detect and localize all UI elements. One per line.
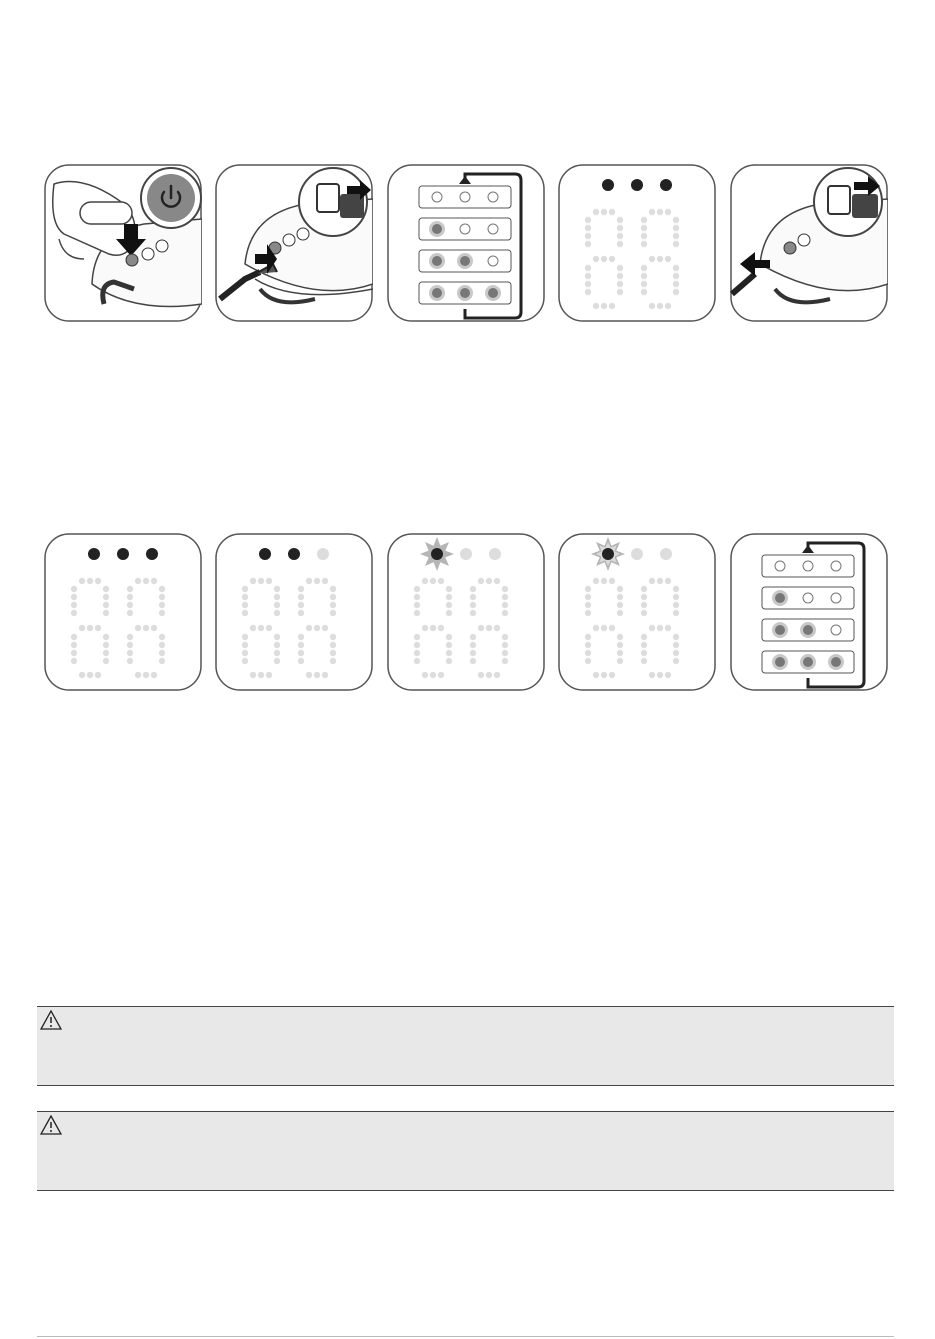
segment-dot — [585, 273, 591, 279]
segment-dot — [422, 625, 428, 631]
segment-dot — [665, 578, 671, 584]
segment-dot — [159, 594, 165, 600]
segment-dot — [673, 217, 679, 223]
segment-dot — [298, 634, 304, 640]
segment-dot — [159, 642, 165, 648]
segment-dot — [617, 642, 623, 648]
segment-dot — [657, 625, 663, 631]
segment-dot — [71, 602, 77, 608]
segment-dot — [298, 610, 304, 616]
segment-dot — [502, 642, 508, 648]
segment-dot — [593, 625, 599, 631]
segment-dot — [617, 658, 623, 664]
segment-dot — [641, 281, 647, 287]
segment-dot — [87, 578, 93, 584]
segment-dot — [617, 586, 623, 592]
segment-dot — [298, 650, 304, 656]
segment-dot — [242, 650, 248, 656]
segment-dot — [673, 602, 679, 608]
warning-icon — [40, 1010, 62, 1030]
segment-dot — [593, 672, 599, 678]
segment-dot — [673, 650, 679, 656]
segment-dot — [71, 586, 77, 592]
segment-dot — [242, 634, 248, 640]
segment-dot — [470, 650, 476, 656]
segment-dot — [103, 642, 109, 648]
segment-dot — [274, 586, 280, 592]
segment-dot — [242, 658, 248, 664]
segment-dot — [601, 209, 607, 215]
segment-dot — [502, 634, 508, 640]
segment-dot — [649, 578, 655, 584]
segment-dot — [649, 209, 655, 215]
segment-dot — [641, 610, 647, 616]
segment-dot — [330, 610, 336, 616]
segment-dot — [274, 594, 280, 600]
segment-dot — [298, 642, 304, 648]
segment-dot — [601, 625, 607, 631]
segment-dot — [306, 625, 312, 631]
segment-dot — [641, 217, 647, 223]
segment-dot — [649, 256, 655, 262]
segment-dot — [438, 625, 444, 631]
figure-battery-one-dot-flash — [387, 533, 545, 691]
segment-dot — [665, 303, 671, 309]
page-bottom-rule — [37, 1336, 894, 1337]
warning-box-1 — [37, 1006, 894, 1086]
segment-dot — [617, 217, 623, 223]
segment-dot — [641, 289, 647, 295]
segment-dot — [641, 650, 647, 656]
segment-dot — [585, 642, 591, 648]
segment-dot — [470, 658, 476, 664]
segment-dot — [657, 209, 663, 215]
battery-dot — [602, 179, 614, 191]
segment-dot — [657, 672, 663, 678]
segment-dot — [673, 281, 679, 287]
segment-dot — [609, 256, 615, 262]
segment-dot — [657, 303, 663, 309]
segment-dot — [593, 303, 599, 309]
segment-dot — [585, 602, 591, 608]
segment-dot — [250, 578, 256, 584]
segment-dot — [414, 658, 420, 664]
segment-dot — [274, 610, 280, 616]
segment-dot — [494, 625, 500, 631]
segment-dot — [79, 625, 85, 631]
segment-dot — [298, 658, 304, 664]
figure-plug-cable — [215, 164, 373, 322]
segment-dot — [414, 594, 420, 600]
segment-dot — [665, 672, 671, 678]
segment-dot — [446, 586, 452, 592]
segment-dot — [601, 578, 607, 584]
segment-dot — [127, 634, 133, 640]
battery-dot — [431, 548, 443, 560]
segment-dot — [641, 594, 647, 600]
segment-dot — [298, 594, 304, 600]
segment-dot — [414, 610, 420, 616]
battery-dot — [660, 548, 672, 560]
warning-box-2 — [37, 1111, 894, 1191]
segment-dot — [601, 256, 607, 262]
segment-dot — [87, 625, 93, 631]
segment-dot — [322, 578, 328, 584]
segment-dot — [617, 233, 623, 239]
segment-dot — [135, 672, 141, 678]
battery-dot — [317, 548, 329, 560]
segment-dot — [585, 217, 591, 223]
segment-dot — [266, 578, 272, 584]
segment-dot — [103, 650, 109, 656]
battery-dot — [146, 548, 158, 560]
battery-dot — [259, 548, 271, 560]
segment-dot — [502, 658, 508, 664]
segment-dot — [79, 578, 85, 584]
segment-dot — [585, 586, 591, 592]
segment-dot — [601, 303, 607, 309]
segment-dot — [103, 602, 109, 608]
segment-dot — [330, 658, 336, 664]
segment-dot — [330, 634, 336, 640]
segment-dot — [414, 634, 420, 640]
segment-dot — [414, 586, 420, 592]
segment-dot — [486, 625, 492, 631]
battery-dot — [117, 548, 129, 560]
segment-dot — [502, 650, 508, 656]
segment-dot — [641, 233, 647, 239]
segment-dot — [609, 578, 615, 584]
segment-dot — [274, 642, 280, 648]
segment-dot — [151, 672, 157, 678]
segment-dot — [127, 586, 133, 592]
segment-dot — [151, 578, 157, 584]
segment-dot — [585, 650, 591, 656]
segment-dot — [446, 610, 452, 616]
segment-dot — [486, 672, 492, 678]
segment-dot — [127, 650, 133, 656]
segment-dot — [438, 672, 444, 678]
segment-dot — [430, 672, 436, 678]
segment-dot — [127, 602, 133, 608]
segment-dot — [478, 625, 484, 631]
segment-dot — [478, 672, 484, 678]
segment-dot — [159, 586, 165, 592]
segment-dot — [127, 658, 133, 664]
segment-dot — [665, 625, 671, 631]
segment-dot — [502, 610, 508, 616]
segment-dot — [298, 586, 304, 592]
segment-dot — [609, 672, 615, 678]
segment-dot — [258, 578, 264, 584]
segment-dot — [470, 642, 476, 648]
segment-dot — [617, 265, 623, 271]
segment-dot — [673, 225, 679, 231]
segment-dot — [266, 625, 272, 631]
warning-icon — [40, 1115, 62, 1135]
segment-dot — [103, 594, 109, 600]
segment-dot — [242, 642, 248, 648]
segment-dot — [274, 650, 280, 656]
segment-dot — [258, 625, 264, 631]
segment-dot — [274, 658, 280, 664]
battery-dot — [631, 548, 643, 560]
segment-dot — [673, 610, 679, 616]
segment-dot — [322, 625, 328, 631]
segment-dot — [135, 625, 141, 631]
segment-dot — [103, 658, 109, 664]
segment-dot — [143, 672, 149, 678]
segment-dot — [601, 672, 607, 678]
figure-battery-three-dots — [44, 533, 202, 691]
segment-dot — [641, 241, 647, 247]
segment-dot — [71, 650, 77, 656]
segment-dot — [617, 281, 623, 287]
segment-dot — [673, 642, 679, 648]
segment-dot — [617, 610, 623, 616]
segment-dot — [585, 634, 591, 640]
segment-dot — [641, 634, 647, 640]
segment-dot — [593, 256, 599, 262]
segment-dot — [71, 642, 77, 648]
segment-dot — [617, 273, 623, 279]
segment-dot — [585, 225, 591, 231]
segment-dot — [446, 642, 452, 648]
segment-dot — [657, 578, 663, 584]
segment-dot — [314, 672, 320, 678]
segment-dot — [95, 672, 101, 678]
figure-battery-two-dots — [215, 533, 373, 691]
segment-dot — [673, 241, 679, 247]
segment-dot — [143, 625, 149, 631]
segment-dot — [617, 225, 623, 231]
segment-dot — [657, 256, 663, 262]
segment-dot — [414, 602, 420, 608]
segment-dot — [585, 610, 591, 616]
segment-dot — [322, 672, 328, 678]
figure-unplug-cable — [730, 164, 888, 322]
segment-dot — [494, 578, 500, 584]
segment-dot — [470, 594, 476, 600]
segment-dot — [103, 610, 109, 616]
segment-dot — [314, 578, 320, 584]
segment-dot — [258, 672, 264, 678]
segment-dot — [486, 578, 492, 584]
segment-dot — [673, 634, 679, 640]
segment-dot — [502, 594, 508, 600]
segment-dot — [314, 625, 320, 631]
segment-dot — [649, 303, 655, 309]
segment-dot — [422, 578, 428, 584]
segment-dot — [641, 586, 647, 592]
segment-dot — [609, 209, 615, 215]
segment-dot — [79, 672, 85, 678]
segment-dot — [446, 658, 452, 664]
segment-dot — [617, 241, 623, 247]
segment-dot — [665, 209, 671, 215]
segment-dot — [438, 578, 444, 584]
segment-dot — [71, 610, 77, 616]
segment-dot — [641, 273, 647, 279]
segment-dot — [95, 578, 101, 584]
segment-dot — [71, 658, 77, 664]
segment-dot — [673, 586, 679, 592]
segment-dot — [159, 610, 165, 616]
segment-dot — [673, 273, 679, 279]
segment-dot — [151, 625, 157, 631]
segment-dot — [159, 602, 165, 608]
segment-dot — [494, 672, 500, 678]
segment-dot — [585, 265, 591, 271]
segment-dot — [250, 625, 256, 631]
segment-dot — [242, 586, 248, 592]
battery-dot — [631, 179, 643, 191]
battery-dot — [602, 548, 614, 560]
segment-dot — [649, 672, 655, 678]
segment-dot — [242, 610, 248, 616]
segment-dot — [585, 233, 591, 239]
segment-dot — [159, 650, 165, 656]
figure-full-display — [558, 164, 716, 322]
segment-dot — [71, 634, 77, 640]
segment-dot — [330, 602, 336, 608]
segment-dot — [617, 634, 623, 640]
segment-dot — [478, 578, 484, 584]
segment-dot — [414, 642, 420, 648]
segment-dot — [127, 642, 133, 648]
segment-dot — [593, 209, 599, 215]
segment-dot — [609, 625, 615, 631]
segment-dot — [502, 602, 508, 608]
segment-dot — [585, 289, 591, 295]
segment-dot — [617, 289, 623, 295]
segment-dot — [298, 602, 304, 608]
segment-dot — [430, 625, 436, 631]
segment-dot — [103, 634, 109, 640]
segment-dot — [641, 658, 647, 664]
segment-dot — [446, 634, 452, 640]
segment-dot — [242, 602, 248, 608]
segment-dot — [127, 610, 133, 616]
segment-dot — [446, 602, 452, 608]
segment-dot — [470, 634, 476, 640]
segment-dot — [306, 672, 312, 678]
segment-dot — [430, 578, 436, 584]
segment-dot — [665, 256, 671, 262]
segment-dot — [673, 233, 679, 239]
segment-dot — [502, 586, 508, 592]
segment-dot — [641, 265, 647, 271]
battery-dot — [288, 548, 300, 560]
segment-dot — [585, 658, 591, 664]
segment-dot — [330, 642, 336, 648]
segment-dot — [649, 625, 655, 631]
segment-dot — [127, 594, 133, 600]
segment-dot — [470, 602, 476, 608]
segment-dot — [274, 602, 280, 608]
segment-dot — [641, 225, 647, 231]
segment-dot — [446, 594, 452, 600]
segment-dot — [306, 578, 312, 584]
segment-dot — [159, 658, 165, 664]
segment-dot — [143, 578, 149, 584]
segment-dot — [446, 650, 452, 656]
segment-dot — [585, 241, 591, 247]
segment-dot — [673, 265, 679, 271]
segment-dot — [242, 594, 248, 600]
battery-dot — [660, 179, 672, 191]
figure-charge-cycle-2 — [730, 533, 888, 691]
segment-dot — [617, 650, 623, 656]
battery-dot — [460, 548, 472, 560]
segment-dot — [135, 578, 141, 584]
segment-dot — [585, 594, 591, 600]
segment-dot — [609, 303, 615, 309]
segment-dot — [87, 672, 93, 678]
segment-dot — [266, 672, 272, 678]
battery-dot — [489, 548, 501, 560]
figure-charge-cycle — [387, 164, 545, 322]
segment-dot — [330, 650, 336, 656]
segment-dot — [330, 586, 336, 592]
segment-dot — [71, 594, 77, 600]
segment-dot — [641, 642, 647, 648]
segment-dot — [159, 634, 165, 640]
figure-battery-one-dot-flash-fast — [558, 533, 716, 691]
segment-dot — [250, 672, 256, 678]
segment-dot — [673, 658, 679, 664]
segment-dot — [470, 610, 476, 616]
segment-dot — [585, 281, 591, 287]
segment-dot — [414, 650, 420, 656]
figure-power-on — [44, 164, 202, 322]
segment-dot — [103, 586, 109, 592]
segment-dot — [617, 594, 623, 600]
segment-dot — [330, 594, 336, 600]
segment-dot — [593, 578, 599, 584]
segment-dot — [617, 602, 623, 608]
segment-dot — [470, 586, 476, 592]
segment-dot — [422, 672, 428, 678]
segment-dot — [641, 602, 647, 608]
battery-dot — [88, 548, 100, 560]
segment-dot — [274, 634, 280, 640]
segment-dot — [673, 289, 679, 295]
segment-dot — [673, 594, 679, 600]
segment-dot — [95, 625, 101, 631]
